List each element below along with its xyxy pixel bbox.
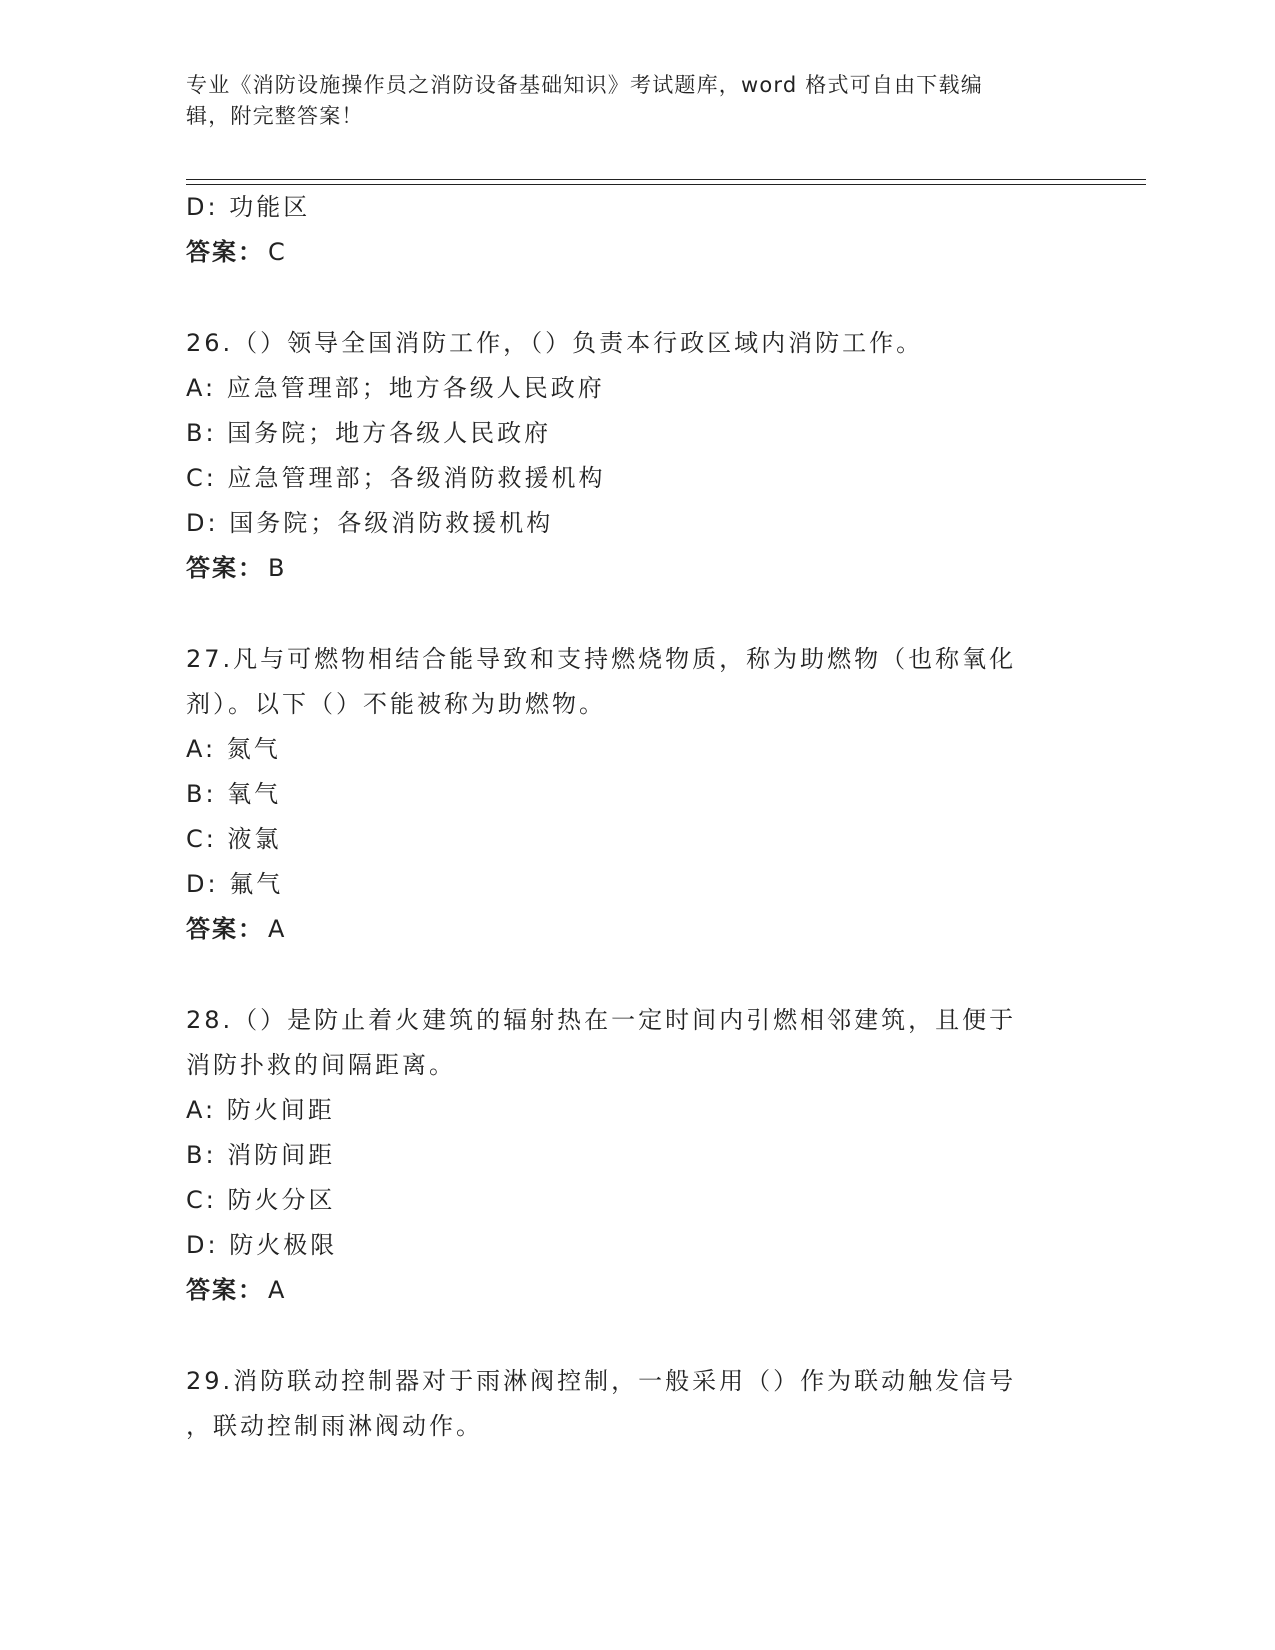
answer-label: 答案： (186, 554, 264, 582)
answer-label: 答案： (186, 1276, 264, 1304)
answer-value: A (268, 915, 287, 943)
q26-answer (186, 552, 286, 584)
answer-value: B (268, 554, 287, 582)
q27-stem-line-1: 27.凡与可燃物相结合能导致和支持燃烧物质，称为助燃物（也称氧化 (186, 645, 1017, 673)
q27-option-a: A: 氮气 (186, 735, 281, 763)
answer-label: 答案： (186, 238, 264, 266)
q27-option-b: B: 氧气 (186, 780, 282, 808)
document-header (186, 70, 1066, 132)
q27-stem-line-2: 剂）。以下（）不能被称为助燃物。 (186, 690, 606, 718)
q26-option-c: C: 应急管理部；各级消防救援机构 (186, 464, 606, 492)
q28-stem-line-2: 消防扑救的间隔距离。 (186, 1051, 456, 1079)
q27-option-c: C: 液氯 (186, 825, 282, 853)
q28-option-a: A: 防火间距 (186, 1096, 335, 1124)
q26-stem: 26.（）领导全国消防工作，（）负责本行政区域内消防工作。 (186, 329, 924, 357)
q27-option-d: D: 氟气 (186, 870, 284, 898)
q26-option-a: A: 应急管理部；地方各级人民政府 (186, 374, 605, 402)
q26-option-b: B: 国务院；地方各级人民政府 (186, 419, 552, 447)
q27-answer (186, 913, 286, 945)
header-line-1: 专业《消防设施操作员之消防设备基础知识》考试题库，word 格式可自由下载编 (186, 73, 983, 97)
q28-stem-line-1: 28.（）是防止着火建筑的辐射热在一定时间内引燃相邻建筑，且便于 (186, 1006, 1017, 1034)
q29-stem-line-1: 29.消防联动控制器对于雨淋阀控制，一般采用（）作为联动触发信号 (186, 1367, 1017, 1395)
q29-stem-line-2: ，联动控制雨淋阀动作。 (186, 1412, 483, 1440)
answer-value: C (268, 238, 287, 266)
q28-option-c: C: 防火分区 (186, 1186, 336, 1214)
q25-option-d: D: 功能区 (186, 193, 311, 221)
answer-label: 答案： (186, 915, 264, 943)
q25-answer (186, 236, 287, 268)
q28-option-d: D: 防火极限 (186, 1231, 338, 1259)
q28-option-b: B: 消防间距 (186, 1141, 336, 1169)
q26-option-d: D: 国务院；各级消防救援机构 (186, 509, 554, 537)
header-line-2: 辑，附完整答案！ (186, 104, 364, 128)
header-divider-bottom (186, 184, 1146, 185)
answer-value: A (268, 1276, 287, 1304)
header-divider-top (186, 179, 1146, 180)
q28-answer (186, 1274, 286, 1306)
